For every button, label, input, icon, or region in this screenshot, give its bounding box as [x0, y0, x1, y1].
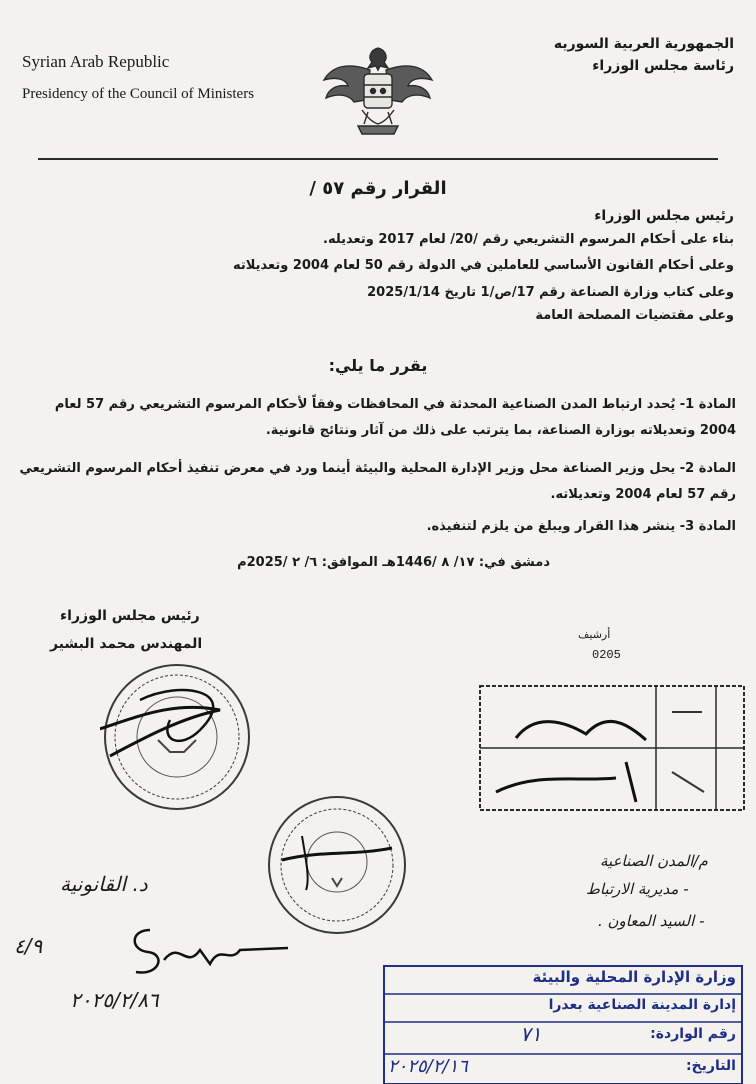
handwritten-date: ٢٠٢٥/٢/٨٦ — [70, 988, 159, 1012]
preamble-line: وعلى أحكام القانون الأساسي للعاملين في الدولة رقم 50 لعام 2004 وتعديلاته — [232, 258, 734, 273]
official-seal-stamp-second — [262, 790, 412, 940]
signature-title: رئيس مجلس الوزراء — [60, 608, 200, 624]
archive-label: أرشيف — [578, 628, 611, 641]
handwritten-legal-referral: د. القانونية — [60, 872, 148, 896]
article-3: المادة 3- ينشر هذا القرار ويبلغ من يلزم لتنفيذه. — [426, 519, 736, 534]
decision-title: القرار رقم ٥٧ / — [309, 178, 447, 199]
receipt-incoming-value: ٧١ — [520, 1022, 542, 1046]
article-2: المادة 2- يحل وزير الصناعة محل وزير الإدارة المحلية والبيئة أينما ورد في معرض تنفيذ أحكام المرسوم التشريعي رقم 57 لعام 2004 وتعديلاته. — [19, 461, 736, 502]
decides-heading: يقرر ما يلي: — [328, 356, 428, 375]
issuer-title: رئيس مجلس الوزراء — [594, 208, 734, 224]
receipt-ministry: وزارة الإدارة المحلية والبيئة — [532, 968, 736, 986]
preamble-line: وعلى مقتضيات المصلحة العامة — [535, 308, 734, 323]
receipt-incoming-label: رقم الواردة: — [650, 1026, 736, 1042]
header-english-country: Syrian Arab Republic — [22, 52, 170, 71]
official-seal-stamp — [100, 660, 255, 815]
preamble-line: بناء على أحكام المرسوم التشريعي رقم /20/ لعام 2017 وتعديله. — [323, 232, 734, 247]
handwritten-note: م/المدن الصناعية — [600, 852, 708, 870]
receipt-date-label: التاريخ: — [685, 1058, 736, 1074]
header-english-office: Presidency of the Council of Ministers — [22, 86, 255, 102]
handwritten-signature — [120, 920, 290, 980]
handwritten-note: - مديرية الارتباط — [586, 880, 689, 898]
handwritten-note: - السيد المعاون . — [598, 912, 705, 930]
receipt-department: إدارة المدينة الصناعية بعدرا — [548, 997, 736, 1013]
receipt-date-value: ٢٠٢٥/٢/١٦ — [388, 1056, 468, 1077]
archive-number: 0205 — [592, 648, 621, 662]
incoming-receipt-stamp — [382, 964, 744, 1080]
preamble-line: وعلى كتاب وزارة الصناعة رقم 17/ص/1 تاريخ 2025/1/14 — [367, 285, 734, 300]
registration-stamp-box — [476, 682, 748, 814]
header-arabic-country: الجمهورية العربية السوريه — [553, 36, 734, 52]
coat-of-arms-eagle-icon — [318, 40, 438, 140]
header-arabic-office: رئاسة مجلس الوزراء — [592, 58, 734, 74]
handwritten-mark: ٤/٩ — [14, 934, 43, 958]
article-1: المادة 1- يُحدد ارتباط المدن الصناعية المحدثة في المحافظات وفقاً لأحكام المرسوم التشريعي رقم 57 لعام 2004 وتعديلاته بوزارة الصناعة، بما يترتب على ذلك من آثار ونتائج قانونية. — [54, 397, 736, 438]
signature-name: المهندس محمد البشير — [50, 636, 203, 652]
header-divider — [38, 158, 718, 160]
issue-date-line: دمشق في: ١٧/ ٨ /1446هـ الموافق: ٦/ ٢ /2025م — [237, 555, 550, 570]
